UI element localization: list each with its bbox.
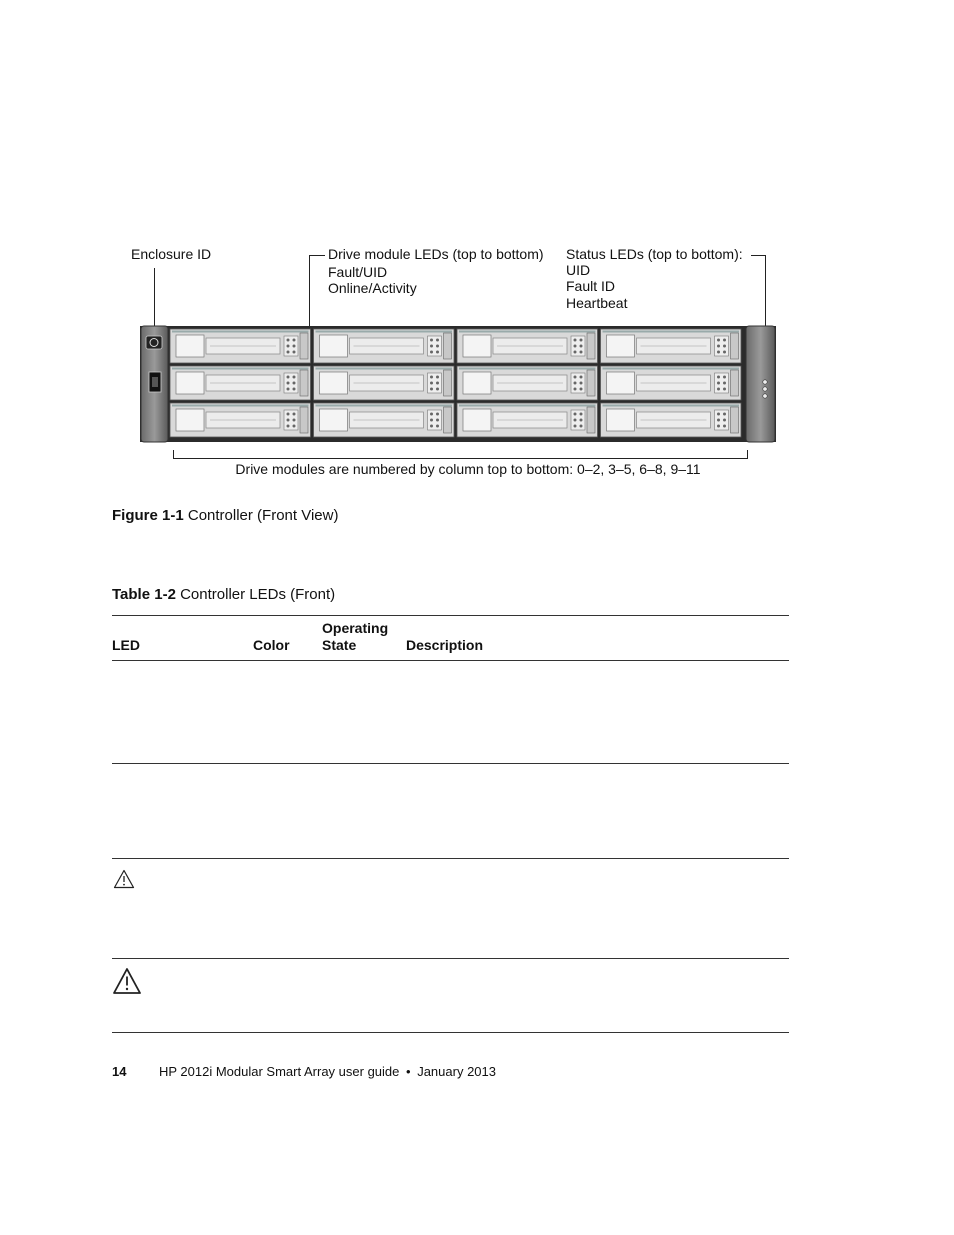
- drive-module: [457, 329, 598, 363]
- drive-module: [314, 329, 455, 363]
- drive-led: [580, 376, 583, 379]
- drive-led: [580, 388, 583, 391]
- drive-led: [436, 339, 439, 342]
- footer-date: January 2013: [417, 1064, 496, 1079]
- drive-led: [580, 425, 583, 428]
- drive-led: [293, 339, 296, 342]
- drive-led: [293, 351, 296, 354]
- table-row-divider: [112, 958, 789, 959]
- drive-module: [170, 329, 311, 363]
- drive-module: [314, 366, 455, 400]
- warning-icon: [112, 967, 142, 995]
- figure-caption: [112, 507, 338, 524]
- drive-module: [601, 329, 742, 363]
- drive-led: [436, 413, 439, 416]
- drive-led: [287, 413, 290, 416]
- right-ear: [746, 326, 775, 442]
- drive-module: [601, 366, 742, 400]
- drive-led: [436, 351, 439, 354]
- drive-led: [723, 419, 726, 422]
- caution-icon: [113, 869, 135, 889]
- drive-led: [293, 425, 296, 428]
- drive-module: [601, 403, 742, 437]
- drive-led: [287, 419, 290, 422]
- drive-led: [574, 382, 577, 385]
- drive-led: [717, 351, 720, 354]
- drive-led: [436, 376, 439, 379]
- table-rule-header: [112, 660, 789, 661]
- status-led-uid: [763, 380, 767, 384]
- drive-led: [430, 351, 433, 354]
- footer-title: HP 2012i Modular Smart Array user guide: [159, 1064, 400, 1079]
- drive-led: [717, 419, 720, 422]
- drive-led: [430, 382, 433, 385]
- drive-led: [287, 388, 290, 391]
- table-caption-number: Table 1-2: [112, 586, 176, 603]
- drive-led: [430, 419, 433, 422]
- callout-enclosure-id: Enclosure ID: [131, 246, 212, 262]
- drive-led: [293, 376, 296, 379]
- callout-leader-status-h: [751, 255, 766, 256]
- drive-led: [717, 382, 720, 385]
- callout-drive-leds-item: Online/Activity: [328, 280, 417, 296]
- callout-leader-enclosure: [154, 268, 155, 328]
- table-caption-text: Controller LEDs (Front): [180, 586, 336, 603]
- drive-led: [430, 413, 433, 416]
- callout-leader-drive-h: [309, 255, 325, 256]
- drive-module: [314, 403, 455, 437]
- numbering-bracket: [173, 458, 748, 459]
- callout-status-leds-title: Status LEDs (top to bottom):: [566, 246, 743, 262]
- numbering-note: Drive modules are numbered by column top to bottom: 0–2, 3–5, 6–8, 9–11: [235, 461, 701, 477]
- callout-leader-status-v: [765, 255, 766, 331]
- table-rule-top: [112, 615, 789, 616]
- drive-led: [723, 351, 726, 354]
- table-header-led: LED: [112, 637, 140, 653]
- page-number: 14: [112, 1064, 127, 1079]
- drive-led: [723, 413, 726, 416]
- hp-logo: [146, 336, 162, 349]
- controller-front-illustration: [140, 324, 776, 444]
- drive-led: [436, 345, 439, 348]
- drive-led: [723, 425, 726, 428]
- drive-led: [436, 419, 439, 422]
- drive-led: [580, 345, 583, 348]
- drive-module: [457, 403, 598, 437]
- drive-led: [287, 382, 290, 385]
- table-row-divider: [112, 763, 789, 764]
- drive-module: [170, 366, 311, 400]
- drive-led: [287, 425, 290, 428]
- table-caption: [112, 586, 335, 603]
- drive-led: [574, 419, 577, 422]
- drive-led: [574, 345, 577, 348]
- table-row-divider: [112, 858, 789, 859]
- drive-module: [170, 403, 311, 437]
- drive-led: [723, 345, 726, 348]
- drive-led: [574, 351, 577, 354]
- callout-drive-leds-item: Fault/UID: [328, 264, 388, 280]
- drive-led: [717, 376, 720, 379]
- drive-led: [723, 339, 726, 342]
- figure-caption-text: Controller (Front View): [187, 507, 339, 524]
- drive-module: [457, 366, 598, 400]
- drive-led: [293, 382, 296, 385]
- callout-leader-drive-v: [309, 255, 310, 331]
- drive-led: [287, 345, 290, 348]
- drive-led: [574, 413, 577, 416]
- drive-led: [723, 382, 726, 385]
- drive-led: [580, 339, 583, 342]
- drive-led: [717, 388, 720, 391]
- drive-led: [430, 388, 433, 391]
- drive-led: [293, 388, 296, 391]
- drive-led: [293, 419, 296, 422]
- table-header-color: Color: [253, 637, 290, 653]
- drive-led: [430, 339, 433, 342]
- drive-led: [293, 413, 296, 416]
- drive-led: [287, 339, 290, 342]
- drive-led: [717, 345, 720, 348]
- drive-led: [580, 413, 583, 416]
- footer-bullet: •: [406, 1064, 411, 1079]
- drive-led: [723, 376, 726, 379]
- table-rule-bottom: [112, 1032, 789, 1033]
- callout-status-leds-item: Heartbeat: [566, 295, 628, 311]
- figure-caption-number: Figure 1-1: [112, 507, 184, 524]
- drive-led: [287, 351, 290, 354]
- status-led-heartbeat: [763, 394, 767, 398]
- numbering-bracket: [747, 450, 748, 459]
- footer-text: [159, 1064, 496, 1079]
- drive-led: [580, 382, 583, 385]
- table-header-description: Description: [406, 637, 484, 653]
- table-header-operating-state: Operating: [322, 620, 389, 636]
- drive-led: [580, 419, 583, 422]
- callout-status-leds-item: Fault ID: [566, 278, 616, 294]
- drive-led: [574, 425, 577, 428]
- drive-led: [430, 376, 433, 379]
- drive-led: [723, 388, 726, 391]
- drive-led: [287, 376, 290, 379]
- drive-led: [574, 376, 577, 379]
- drive-led: [717, 425, 720, 428]
- drive-led: [430, 345, 433, 348]
- drive-led: [574, 388, 577, 391]
- callout-drive-leds-title: Drive module LEDs (top to bottom): [328, 246, 544, 262]
- drive-led: [580, 351, 583, 354]
- drive-led: [717, 413, 720, 416]
- drive-led: [293, 345, 296, 348]
- numbering-bracket: [173, 450, 174, 459]
- drive-led: [430, 425, 433, 428]
- table-header-operating-state: State: [322, 637, 357, 653]
- drive-led: [436, 388, 439, 391]
- enclosure-id-display: [152, 377, 158, 387]
- status-led-fault: [763, 387, 767, 391]
- drive-led: [574, 339, 577, 342]
- drive-led: [717, 339, 720, 342]
- drive-led: [436, 382, 439, 385]
- callout-status-leds-item: UID: [566, 262, 591, 278]
- drive-led: [436, 425, 439, 428]
